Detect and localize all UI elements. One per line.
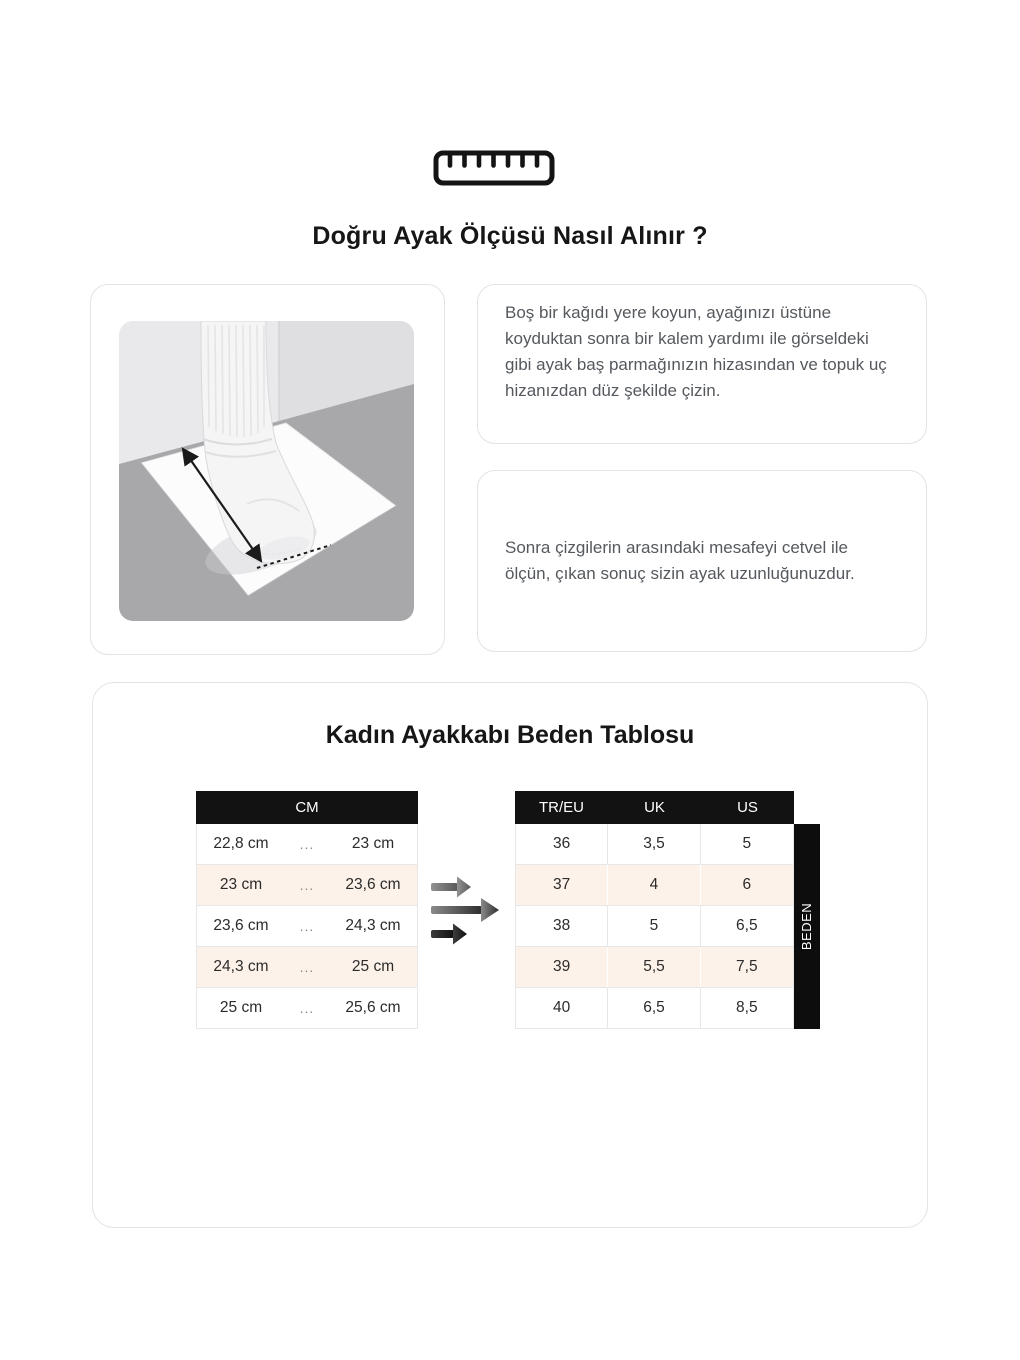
range-separator: ... <box>299 877 315 893</box>
size-conversion-header-row <box>515 791 794 824</box>
tr-eu-size: 38 <box>516 906 608 946</box>
size-row <box>515 947 794 988</box>
cm-max: 25 cm <box>351 958 395 975</box>
instruction-box-step2 <box>477 470 927 652</box>
tr-eu-size: 36 <box>516 824 608 864</box>
cm-table-row <box>196 906 418 947</box>
uk-size: 5,5 <box>608 947 700 987</box>
cm-table-row <box>196 947 418 988</box>
cm-table-header: CM <box>196 791 418 824</box>
size-conversion-table <box>515 791 794 1029</box>
range-separator: ... <box>299 1000 315 1016</box>
size-row <box>515 906 794 947</box>
size-row <box>515 865 794 906</box>
uk-size: 5 <box>608 906 700 946</box>
ruler-icon-svg <box>433 150 555 186</box>
us-size: 7,5 <box>736 958 758 975</box>
cm-min: 22,8 cm <box>213 835 269 852</box>
triple-right-arrows-icon <box>431 875 503 953</box>
size-row <box>515 988 794 1029</box>
header-us: US <box>737 799 758 816</box>
ruler-icon <box>433 150 555 186</box>
cm-min: 23 cm <box>219 876 263 893</box>
uk-size: 4 <box>608 865 700 905</box>
tr-eu-size: 40 <box>516 988 608 1028</box>
header-uk: UK <box>644 799 665 816</box>
cm-table-row <box>196 824 418 865</box>
tr-eu-size: 39 <box>516 947 608 987</box>
cm-max: 23 cm <box>351 835 395 852</box>
cm-max: 25,6 cm <box>345 999 401 1016</box>
size-table-title: Kadın Ayakkabı Beden Tablosu <box>325 721 695 749</box>
foot-measurement-photo-card <box>90 284 445 655</box>
range-separator: ... <box>299 959 315 975</box>
us-size: 8,5 <box>736 999 758 1016</box>
cm-table-row <box>196 988 418 1029</box>
us-size: 5 <box>742 835 752 852</box>
range-separator: ... <box>299 836 315 852</box>
foot-measurement-photo <box>119 321 414 621</box>
cm-max: 24,3 cm <box>345 917 401 934</box>
size-table-card <box>92 682 928 1228</box>
range-separator: ... <box>299 918 315 934</box>
beden-side-label-text: BEDEN <box>799 902 815 951</box>
size-row <box>515 824 794 865</box>
page-title: Doğru Ayak Ölçüsü Nasıl Alınır ? <box>312 222 708 250</box>
cm-range-table <box>196 791 418 1029</box>
cm-min: 25 cm <box>219 999 263 1016</box>
beden-side-label <box>794 824 820 1029</box>
us-size: 6 <box>742 876 752 893</box>
cm-min: 23,6 cm <box>213 917 269 934</box>
cm-table-row <box>196 865 418 906</box>
uk-size: 6,5 <box>608 988 700 1028</box>
cm-max: 23,6 cm <box>345 876 401 893</box>
uk-size: 3,5 <box>608 824 700 864</box>
tr-eu-size: 37 <box>516 865 608 905</box>
instruction-box-step1 <box>477 284 927 444</box>
header-tr-eu: TR/EU <box>539 799 584 816</box>
cm-min: 24,3 cm <box>213 958 269 975</box>
instruction-step1-text: Boş bir kağıdı yere koyun, ayağınızı üstüne koyduktan sonra bir kalem yardımı ile görseldeki gibi ayak baş parmağınızın hizasından ve topuk uç hizanızdan düz şekilde çizin. <box>505 303 887 400</box>
us-size: 6,5 <box>736 917 758 934</box>
instruction-step2-text: Sonra çizgilerin arasındaki mesafeyi cetvel ile ölçün, çıkan sonuç sizin ayak uzunluğunuzdur. <box>505 538 855 583</box>
